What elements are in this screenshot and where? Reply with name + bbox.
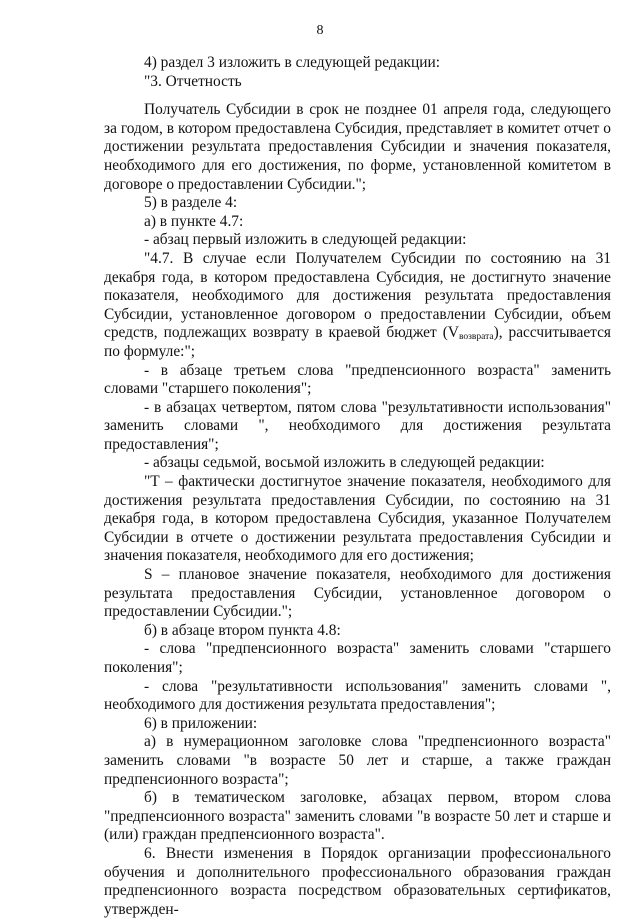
- paragraph-section-6: 6. Внести изменения в Порядок организации профессионального обучения и дополнительного профессионального образования граждан предпенсионного возраста посредством образовательных сертификатов, утвержден-: [104, 844, 611, 918]
- paragraph-item-6b: б) в тематическом заголовке, абзацах первом, втором слова "предпенсионного возраста" заменить словами "в возрасте 50 лет и старше и (или) граждан предпенсионного возраста".: [104, 789, 611, 844]
- paragraph-words-replace-1: - слова "предпенсионного возраста" заменить словами "старшего поколения";: [104, 640, 611, 676]
- paragraph-item-6: 6) в приложении:: [144, 714, 258, 732]
- paragraph-section-heading: "3. Отчетность: [144, 72, 242, 90]
- document-body: [104, 54, 611, 919]
- paragraph-abzac-first: - абзац первый изложить в следующей редакции:: [144, 231, 467, 249]
- paragraph-abzac-third: - в абзаце третьем слова "предпенсионного возраста" заменить словами "старшего поколения";: [104, 361, 611, 398]
- paragraph-reporting: Получатель Субсидии в срок не позднее 01 апреля года, следующего за годом, в котором предоставлена Субсидия, представляет в комитет отчет о достижении результата предоставления Субсидии и значения показателя, необходимого для его достижения, по форме, установленной комитетом в договоре о предоставлении Субсидии.";: [104, 101, 611, 193]
- paragraph-abzac-fourth-fifth: - в абзацах четвертом, пятом слова "результативности использования" заменить словами ", необходимого для достижения результата предоставления";: [104, 398, 611, 453]
- paragraph-item-5b: б) в абзаце втором пункта 4.8:: [144, 621, 341, 639]
- paragraph-4-7-text: "4.7. В случае если Получателем Субсидии по состоянию на 31 декабря года, в котором предоставлена Субсидия, не достигнуто значение показателя, необходимого для достижения результата предоставления Субсидии, установленное договором о предоставлении Субсидии, объем средств, подлежащих возврату в краевой бюджет (V: [104, 249, 611, 342]
- page-number: 8: [316, 23, 324, 38]
- formula-subscript: возврата: [458, 332, 494, 343]
- paragraph-definition-t: "T – фактически достигнутое значение показателя, необходимого для достижения результата предоставления Субсидии, по состоянию на 31 декабря года, в котором предоставлена Субсидия, указанное Получателем Субсидии в отчете о достижении результата предоставления Субсидии и значения показателя, необходимого для его достижения;: [104, 473, 611, 565]
- paragraph-item-6a: а) в нумерационном заголовке слова "предпенсионного возраста" заменить словами "в возрасте 50 лет и старше, а также граждан предпенсионного возраста";: [104, 733, 611, 788]
- paragraph-4-7: [104, 250, 611, 362]
- paragraph-item-4: 4) раздел 3 изложить в следующей редакции:: [144, 54, 440, 71]
- paragraph-item-5: 5) в разделе 4:: [144, 194, 238, 212]
- paragraph-4-7-tail: ), рассчитывается по формуле:";: [104, 324, 612, 360]
- paragraph-abzac-seventh-eighth: - абзацы седьмой, восьмой изложить в следующей редакции:: [144, 454, 545, 472]
- paragraph-item-5a: а) в пункте 4.7:: [144, 212, 244, 230]
- paragraph-words-replace-2: - слова "результативности использования" заменить словами ", необходимого для достижения результата предоставления";: [104, 677, 611, 714]
- paragraph-definition-s: S – плановое значение показателя, необходимого для достижения результата предоставления Субсидии, установленное договором о предоставлении Субсидии.";: [104, 566, 611, 621]
